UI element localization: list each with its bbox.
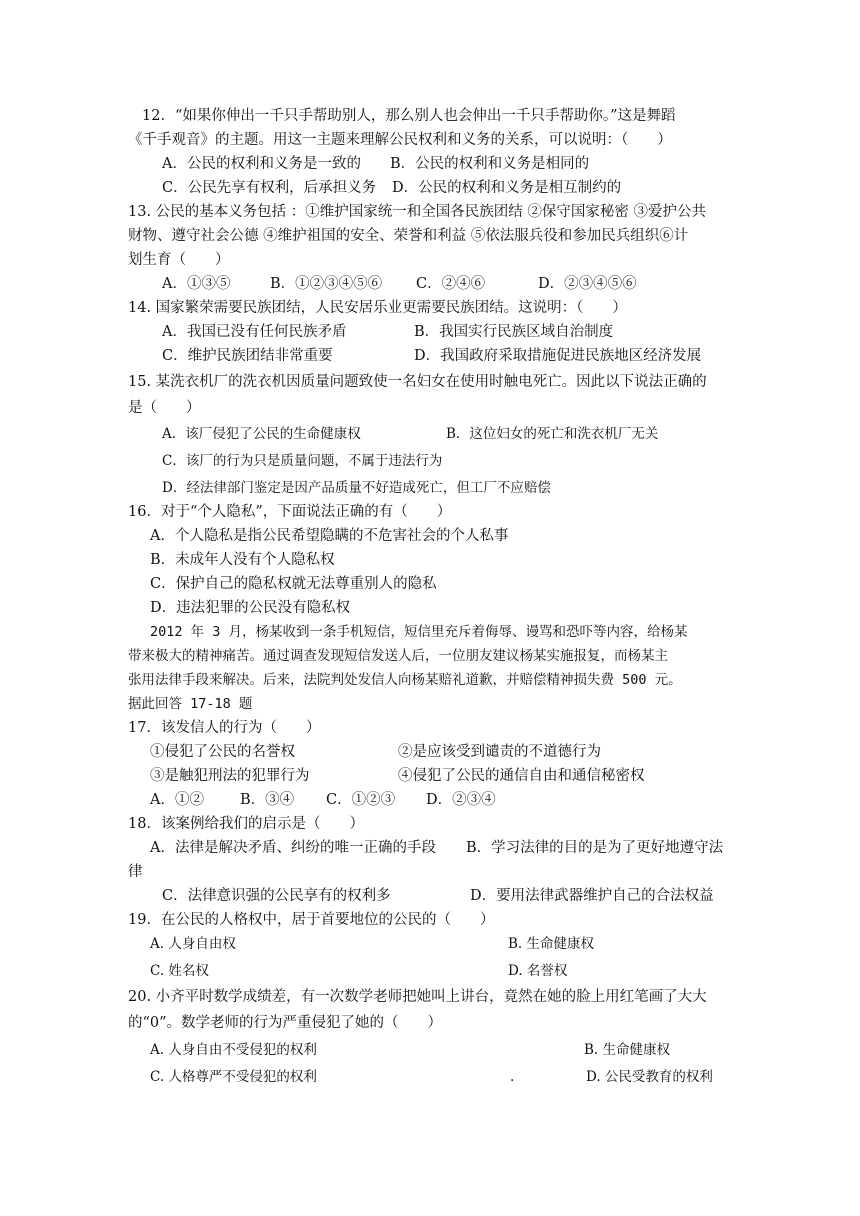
statement-2: ②是应该受到谴责的不道德行为 <box>398 744 601 760</box>
question-stem: 20. 小齐平时数学成绩差，有一次数学老师把她叫上讲台，竟然在她的脸上用红笔画了大大 <box>128 989 707 1005</box>
question-stem: 17．该发信人的行为（ ） <box>128 720 321 736</box>
option-c: C．该厂的行为只是质量问题，不属于违法行为 <box>162 453 443 469</box>
option-a: A. 人身自由权 <box>150 936 236 952</box>
question-stem: 15. 某洗衣机厂的洗衣机因质量问题致使一名妇女在使用时触电死亡。因此以下说法正确的 <box>128 374 707 390</box>
option-b-continued: 律 <box>128 864 143 880</box>
question-stem: 14. 国家繁荣需要民族团结，人民安居乐业更需要民族团结。这说明：（ ） <box>128 300 627 316</box>
material-line: 据此回答 17-18 题 <box>128 696 253 712</box>
option-c: C．维护民族团结非常重要 <box>162 348 333 364</box>
statement-3: ③是触犯刑法的犯罪行为 <box>150 768 310 784</box>
option-b: B．公民的权利和义务是相同的 <box>390 156 590 172</box>
option-d: D．②③④ <box>426 792 496 808</box>
option-d: D．要用法律武器维护自己的合法权益 <box>470 888 714 904</box>
option-d: D．公民的权利和义务是相互制约的 <box>392 180 622 196</box>
option-c: C．公民先享有权利，后承担义务 <box>162 180 377 196</box>
option-c: C. 姓名权 <box>150 963 209 979</box>
option-c: C．法律意识强的公民享有的权利多 <box>162 888 391 904</box>
option-b: B. 生命健康权 <box>584 1042 671 1058</box>
question-stem: 19．在公民的人格权中，居于首要地位的公民的（ ） <box>128 912 495 928</box>
option-c: C．②④⑥ <box>416 276 486 292</box>
option-a: A．我国已没有任何民族矛盾 <box>162 324 347 340</box>
option-d: D．经法律部门鉴定是因产品质量不好造成死亡，但工厂不应赔偿 <box>162 480 551 496</box>
question-stem: 划生育（ ） <box>128 252 230 268</box>
option-a: A．个人隐私是指公民希望隐瞒的不危害社会的个人私事 <box>150 528 509 544</box>
option-b: B．未成年人没有个人隐私权 <box>150 552 335 568</box>
option-a: A．公民的权利和义务是一致的 <box>162 156 361 172</box>
question-stem: 《千手观音》的主题。用这一主题来理解公民权利和义务的关系，可以说明：（ ） <box>128 132 672 148</box>
option-b: B．学习法律的目的是为了更好地遵守法 <box>466 840 724 856</box>
question-stem: 12．“如果你伸出一千只手帮助别人，那么别人也会伸出一千只手帮助你。”这是舞蹈 <box>142 108 676 124</box>
option-b: B. 生命健康权 <box>508 936 595 952</box>
option-d: D. 公民受教育的权利 <box>586 1069 713 1085</box>
option-b: B．③④ <box>240 792 295 808</box>
option-b: B．①②③④⑤⑥ <box>270 276 383 292</box>
question-stem: 16．对于“个人隐私”，下面说法正确的有（ ） <box>128 504 452 520</box>
statement-1: ①侵犯了公民的名誉权 <box>150 744 295 760</box>
material-line: 张用法律手段来解决。后来，法院判处发信人向杨某赔礼道歉，并赔偿精神损失费 500 元。 <box>128 672 682 688</box>
question-stem: 18．该案例给我们的启示是（ ） <box>128 816 364 832</box>
option-b: B．我国实行民族区域自治制度 <box>414 324 614 340</box>
stray-dot: . <box>510 1069 515 1085</box>
option-c: C．保护自己的隐私权就无法尊重别人的隐私 <box>150 576 437 592</box>
option-b: B．这位妇女的死亡和洗衣机厂无关 <box>446 426 659 442</box>
option-d: D．②③④⑤⑥ <box>538 276 637 292</box>
material-line: 带来极大的精神痛苦。通过调查发现短信发送人后，一位朋友建议杨某实施报复，而杨某主 <box>128 648 668 664</box>
statement-4: ④侵犯了公民的通信自由和通信秘密权 <box>398 768 645 784</box>
option-d: D．我国政府采取措施促进民族地区经济发展 <box>414 348 702 364</box>
question-stem: 13. 公民的基本义务包括 ：①维护国家统一和全国各民族团结 ②保守国家秘密 ③爱护公共 <box>128 204 706 220</box>
material-line: 2012 年 3 月，杨某收到一条手机短信，短信里充斥着侮辱、谩骂和恐吓等内容，给杨某 <box>150 624 688 640</box>
option-a: A. 人身自由不受侵犯的权利 <box>150 1042 317 1058</box>
option-a: A．①② <box>150 792 204 808</box>
question-stem: 财物、遵守社会公德 ④维护祖国的安全、荣誉和利益 ⑤依法服兵役和参加民兵组织⑥计 <box>128 228 689 244</box>
question-stem: 的“0”。数学老师的行为严重侵犯了她的（ ） <box>128 1015 443 1031</box>
question-stem: 是（ ） <box>128 400 201 416</box>
option-c: C. 人格尊严不受侵犯的权利 <box>150 1069 317 1085</box>
option-a: A．①③⑤ <box>162 276 231 292</box>
option-a: A．该厂侵犯了公民的生命健康权 <box>162 426 361 442</box>
option-d: D. 名誉权 <box>508 963 568 979</box>
option-d: D．违法犯罪的公民没有隐私权 <box>150 600 351 616</box>
option-c: C．①②③ <box>326 792 396 808</box>
option-a: A．法律是解决矛盾、纠纷的唯一正确的手段 <box>150 840 436 856</box>
